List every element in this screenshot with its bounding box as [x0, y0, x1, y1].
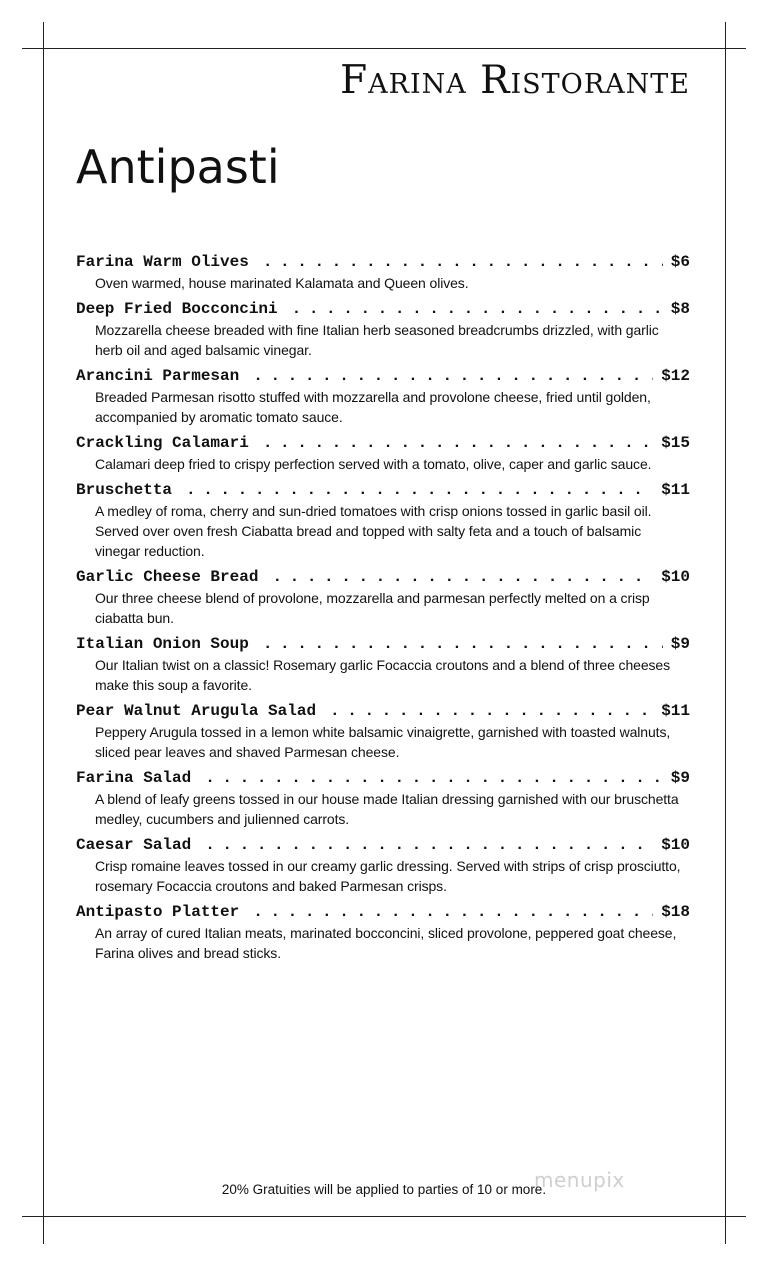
menu-item: [76, 634, 690, 695]
item-description: Oven warmed, house marinated Kalamata and Queen olives.: [95, 275, 469, 291]
dot-leader: [205, 768, 663, 788]
crop-mark-right: [725, 22, 726, 1244]
section-title: Antipasti: [76, 140, 280, 194]
dot-leader: [263, 634, 663, 654]
item-price: $11: [661, 481, 690, 499]
item-name: Italian Onion Soup: [76, 635, 249, 653]
item-name: Farina Salad: [76, 769, 192, 787]
item-name: Pear Walnut Arugula Salad: [76, 702, 317, 720]
menu-item: [76, 835, 690, 896]
menu-item: [76, 768, 690, 829]
dot-leader: [205, 835, 653, 855]
crop-mark-top: [22, 48, 746, 49]
item-price: $9: [670, 635, 690, 653]
dot-leader: [253, 366, 653, 386]
item-name: Bruschetta: [76, 481, 173, 499]
item-name: Arancini Parmesan: [76, 367, 240, 385]
item-price: $8: [670, 300, 690, 318]
menu-item: [76, 480, 690, 561]
item-price: $12: [661, 367, 690, 385]
dot-leader: [330, 701, 653, 721]
crop-mark-left: [43, 22, 44, 1244]
item-description: Our Italian twist on a classic! Rosemary garlic Focaccia croutons and a blend of three cheeses make this soup a favorite.: [95, 657, 670, 693]
dot-leader: [263, 433, 653, 453]
menu-list: [76, 252, 690, 969]
item-name: Caesar Salad: [76, 836, 192, 854]
item-description: A blend of leafy greens tossed in our house made Italian dressing garnished with our bruschetta medley, cucumbers and julienned carrots.: [95, 791, 679, 827]
item-price: $18: [661, 903, 690, 921]
item-name: Antipasto Platter: [76, 903, 240, 921]
menu-item: [76, 902, 690, 963]
item-name: Crackling Calamari: [76, 434, 249, 452]
item-name: Garlic Cheese Bread: [76, 568, 259, 586]
item-description: Calamari deep fried to crispy perfection served with a tomato, olive, caper and garlic sauce.: [95, 456, 652, 472]
item-name: Deep Fried Bocconcini: [76, 300, 278, 318]
menu-item: [76, 252, 690, 293]
watermark: menupix: [534, 1168, 625, 1192]
item-price: $10: [661, 568, 690, 586]
menu-item: [76, 433, 690, 474]
gratuity-note: 20% Gratuities will be applied to parties of 10 or more.: [221, 1182, 547, 1197]
item-price: $15: [661, 434, 690, 452]
menu-item: [76, 366, 690, 427]
item-description: A medley of roma, cherry and sun-dried tomatoes with crisp onions tossed in garlic basil oil. Served over oven fresh Ciabatta bread and topped with salty feta and a touch of balsamic vinegar reduction.: [95, 503, 652, 559]
item-description: Crisp romaine leaves tossed in our creamy garlic dressing. Served with strips of crisp prosciutto, rosemary Focaccia croutons and baked Parmesan crisps.: [95, 858, 681, 894]
menu-item: [76, 701, 690, 762]
item-description: Breaded Parmesan risotto stuffed with mozzarella and provolone cheese, fried until golden, accompanied by aromatic tomato sauce.: [95, 389, 651, 425]
dot-leader: [186, 480, 653, 500]
item-price: $6: [670, 253, 690, 271]
dot-leader: [253, 902, 653, 922]
dot-leader: [292, 299, 663, 319]
menu-item: [76, 299, 690, 360]
item-price: $10: [661, 836, 690, 854]
item-description: An array of cured Italian meats, marinated bocconcini, sliced provolone, peppered goat cheese, Farina olives and bread sticks.: [95, 925, 677, 961]
restaurant-name: Farina Ristorante: [340, 58, 690, 103]
dot-leader: [263, 252, 663, 272]
item-description: Peppery Arugula tossed in a lemon white balsamic vinaigrette, garnished with toasted walnuts, sliced pear leaves and shaved Parmesan cheese.: [95, 724, 671, 760]
item-price: $9: [670, 769, 690, 787]
item-description: Our three cheese blend of provolone, mozzarella and parmesan perfectly melted on a crisp ciabatta bun.: [95, 590, 650, 626]
item-description: Mozzarella cheese breaded with fine Italian herb seasoned breadcrumbs drizzled, with garlic herb oil and aged balsamic vinegar.: [95, 322, 659, 358]
item-price: $11: [661, 702, 690, 720]
dot-leader: [272, 567, 653, 587]
item-name: Farina Warm Olives: [76, 253, 249, 271]
crop-mark-bottom: [22, 1216, 746, 1217]
menu-item: [76, 567, 690, 628]
